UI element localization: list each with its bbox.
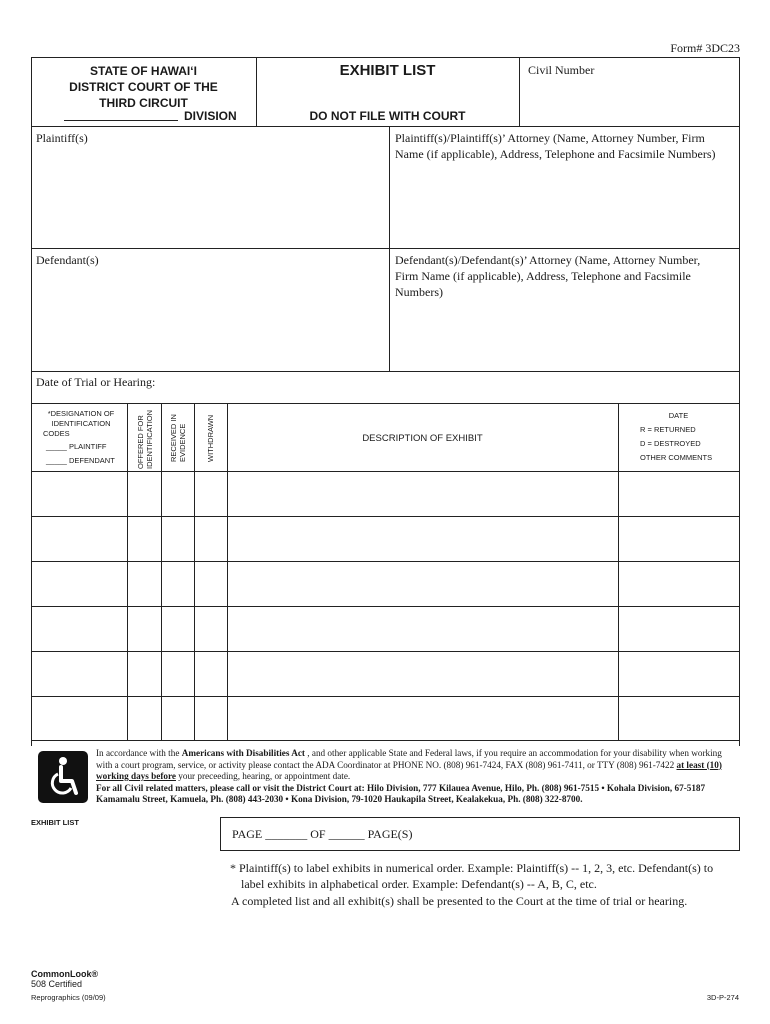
received-header: RECEIVED IN EVIDENCE	[169, 414, 187, 462]
frame-right	[739, 57, 740, 746]
description-header: DESCRIPTION OF EXHIBIT	[362, 433, 483, 444]
destroyed-legend: D = DESTROYED	[640, 439, 701, 448]
table-row[interactable]	[32, 517, 738, 561]
court-line-district: DISTRICT COURT OF THE	[69, 80, 218, 94]
frame-top	[31, 57, 739, 58]
labeling-note: * Plaintiff(s) to label exhibits in numerical order. Example: Plaintiff(s) -- 1, 2, 3, etc. Defendant(s) to label exhibits in alphabetical order. Example: Defendant(s) -- A, B, C, etc.	[230, 861, 714, 891]
form-title: EXHIBIT LIST	[339, 62, 436, 79]
presentation-note: A completed list and all exhibit(s) shall be presented to the Court at the time of trial or hearing.	[231, 894, 688, 908]
reprographics-label: Reprographics (09/09)	[31, 993, 106, 1002]
form-subtitle: DO NOT FILE WITH COURT	[309, 109, 466, 123]
exhibit-list-tag: EXHIBIT LIST	[31, 818, 79, 827]
designation-header: *DESIGNATION OF IDENTIFICATION CODES	[43, 409, 115, 438]
form-code: 3D-P-274	[706, 993, 739, 1002]
trial-date-label: Date of Trial or Hearing:	[36, 375, 156, 389]
date-header: DATE	[668, 411, 689, 420]
court-line-circuit: THIRD CIRCUIT	[99, 96, 188, 110]
table-row[interactable]	[32, 697, 738, 740]
commonlook-logo: CommonLook®	[31, 969, 99, 979]
ada-notice: In accordance with the Americans with Disabilities Act , and other applicable State and Federal laws, if you require an accommodation for your disability when working with a court program, service, or activity please contact the ADA Coordinator at PHONE NO. (808) 961-7424, FAX (808) 961-7411, or TTY (808) 961-7422 at least (10) working days before your preceeding, hearing, or appointment date. For all Civil related matters, please call or visit the District Court at: Hilo Division, 777 Kilauea Avenue, Hilo, Ph. (808) 961-7515 • Kohala Division, 67-5187 Kamamalu Street, Kamuela, Ph. (808) 443-2030 • Kona Division, 79-1020 Haukapila Street, Kealakekua, Ph. (808) 322-8700.	[96, 748, 736, 806]
table-row[interactable]	[32, 472, 738, 516]
form-number: Form# 3DC23	[670, 41, 740, 55]
division-label: DIVISION	[184, 109, 237, 123]
defendant-label: Defendant(s)	[36, 253, 99, 267]
plaintiff-code[interactable]: _____ PLAINTIFF	[46, 442, 107, 451]
withdrawn-header: WITHDRAWN	[206, 414, 215, 462]
court-line-state: STATE OF HAWAI‘I	[90, 64, 197, 78]
table-row[interactable]	[32, 607, 738, 651]
defendant-field[interactable]	[36, 270, 384, 367]
plaintiff-label: Plaintiff(s)	[36, 131, 88, 145]
plaintiff-attorney-field[interactable]	[395, 166, 735, 244]
defendant-attorney-field[interactable]	[395, 302, 735, 367]
defendant-attorney-label: Defendant(s)/Defendant(s)’ Attorney (Name, Attorney Number, Firm Name (if applicable), Address, Telephone and Facsimile Numbers)	[395, 253, 701, 299]
ada-court-locations: For all Civil related matters, please call or visit the District Court at: Hilo Division, 777 Kilauea Avenue, Hilo, Ph. (808) 961-7515 • Kohala Division, 67-5187 Kamamalu Street, Kamuela, Ph. (808) 443-2030 • Kona Division, 79-1020 Haukapila Street, Kealakekua, Ph. (808) 322-8700.	[96, 782, 706, 804]
civil-number-field[interactable]	[528, 80, 733, 122]
page-count[interactable]: PAGE _______ OF ______ PAGE(S)	[232, 827, 413, 841]
plaintiff-attorney-label: Plaintiff(s)/Plaintiff(s)’ Attorney (Name, Attorney Number, Firm Name (if applicable), Address, Telephone and Facsimile Numbers)	[395, 131, 716, 161]
returned-legend: R = RETURNED	[640, 425, 696, 434]
wheelchair-icon	[38, 751, 88, 803]
plaintiff-field[interactable]	[36, 148, 384, 244]
trial-date-field[interactable]	[190, 374, 730, 398]
table-row[interactable]	[32, 562, 738, 606]
table-row[interactable]	[32, 652, 738, 696]
court-name	[31, 63, 256, 111]
other-comments-legend: OTHER COMMENTS	[640, 453, 713, 462]
defendant-code[interactable]: _____ DEFENDANT	[46, 456, 115, 465]
offered-header: OFFERED FOR IDENTIFICATION	[136, 409, 154, 469]
division-blank[interactable]	[64, 120, 178, 121]
certified-label: 508 Certified	[31, 979, 83, 989]
civil-number-label: Civil Number	[528, 63, 595, 77]
